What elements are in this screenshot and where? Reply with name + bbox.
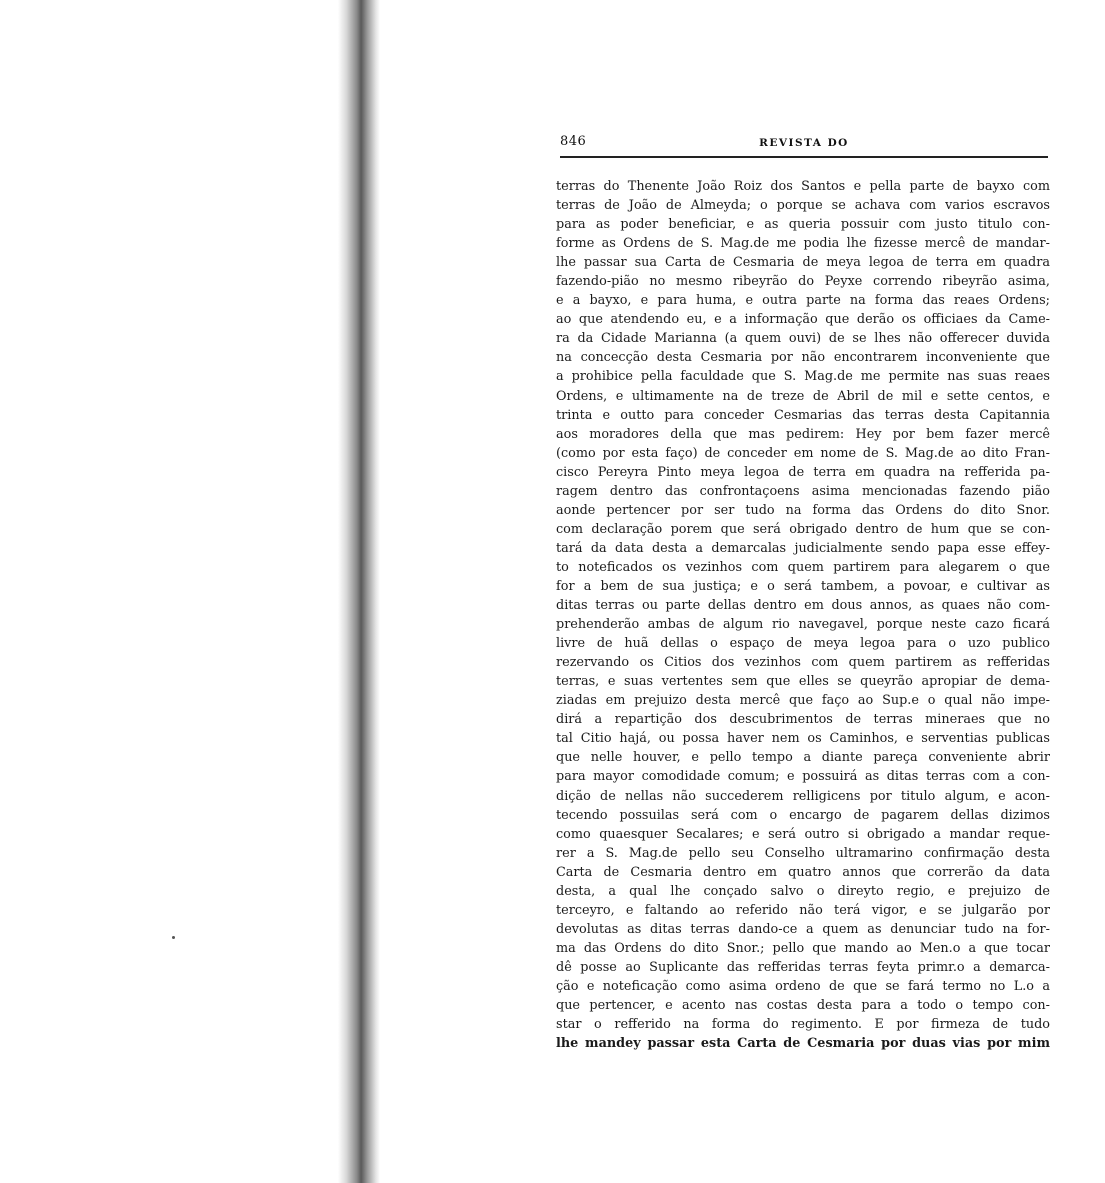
text-line: lhe mandey passar esta Carta de Cesmaria por duas vias por mim <box>556 1036 1050 1052</box>
text-line: (como por esta faço) de conceder em nome de S. Mag.de ao dito Fran- <box>556 445 1050 461</box>
book-gutter <box>338 0 380 1183</box>
page-header <box>560 130 1048 154</box>
text-line: livre de huã dellas o espaço de meya legoa para o uzo publico <box>556 636 1050 652</box>
text-line: ziadas em prejuizo desta mercê que faço ao Sup.e o qual não impe- <box>556 693 1050 709</box>
text-line: dirá a repartição dos descubrimentos de terras mineraes que no <box>556 712 1050 728</box>
text-line: para mayor comodidade comum; e possuirá as ditas terras com a con- <box>556 769 1050 785</box>
body-text <box>556 177 1050 1053</box>
text-line: na concecção desta Cesmaria por não encontrarem inconveniente que <box>556 350 1050 366</box>
text-line: aonde pertencer por ser tudo na forma das Ordens do dito Snor. <box>556 502 1050 518</box>
text-line: ra da Cidade Marianna (a quem ouvi) de se lhes não offerecer duvida <box>556 331 1050 347</box>
text-line: ragem dentro das confrontaçoens asima mencionadas fazendo pião <box>556 483 1050 499</box>
text-line: a prohibice pella faculdade que S. Mag.de me permite nas suas reaes <box>556 369 1050 385</box>
text-line: como quaesquer Secalares; e será outro si obrigado a mandar reque- <box>556 826 1050 842</box>
text-line: terras de João de Almeyda; o porque se achava com varios escravos <box>556 198 1050 214</box>
text-line: cisco Pereyra Pinto meya legoa de terra em quadra na refferida pa- <box>556 464 1050 480</box>
text-line: ditas terras ou parte dellas dentro em dous annos, as quaes não com- <box>556 598 1050 614</box>
text-line: devolutas as ditas terras dando-ce a quem as denunciar tudo na for- <box>556 921 1050 937</box>
text-line: to noteficados os vezinhos com quem partirem para alegarem o que <box>556 559 1050 575</box>
page-number: 846 <box>560 134 587 149</box>
text-line: fazendo-pião no mesmo ribeyrão do Peyxe correndo ribeyrão asima, <box>556 274 1050 290</box>
text-line: tecendo possuilas será com o encargo de pagarem dellas dizimos <box>556 807 1050 823</box>
text-line: Ordens, e ultimamente na de treze de Abril de mil e sette centos, e <box>556 388 1050 404</box>
text-line: e a bayxo, e para huma, e outra parte na forma das reaes Ordens; <box>556 293 1050 309</box>
text-line: tal Citio hajá, ou possa haver nem os Caminhos, e serventias publicas <box>556 731 1050 747</box>
text-line: prehenderão ambas de algum rio navegavel, porque neste cazo ficará <box>556 617 1050 633</box>
text-line: Carta de Cesmaria dentro em quatro annos que correrão da data <box>556 864 1050 880</box>
text-line: para as poder beneficiar, e as queria possuir com justo titulo con- <box>556 217 1050 233</box>
text-line: desta, a qual lhe conçado salvo o direyto regio, e prejuizo de <box>556 883 1050 899</box>
text-line: que pertencer, e acento nas costas desta para a todo o tempo con- <box>556 998 1050 1014</box>
text-line: terceyro, e faltando ao referido não terá vigor, e se julgarão por <box>556 902 1050 918</box>
left-blank-page <box>0 0 352 1183</box>
text-line: lhe passar sua Carta de Cesmaria de meya legoa de terra em quadra <box>556 255 1050 271</box>
text-line: forme as Ordens de S. Mag.de me podia lhe fizesse mercê de mandar- <box>556 236 1050 252</box>
text-line: rer a S. Mag.de pello seu Conselho ultramarino confirmação desta <box>556 845 1050 861</box>
text-line: dê posse ao Suplicante das refferidas terras feyta primr.o a demarca- <box>556 959 1050 975</box>
text-line: com declaração porem que será obrigado dentro de hum que se con- <box>556 521 1050 537</box>
running-head: REVISTA DO <box>759 137 849 149</box>
text-line: terras do Thenente João Roiz dos Santos e pella parte de bayxo com <box>556 179 1050 194</box>
paper-speck <box>172 936 175 939</box>
header-rule <box>560 156 1048 158</box>
text-line: for a bem de sua justiça; e o será tambem, a povoar, e cultivar as <box>556 578 1050 594</box>
text-line: aos moradores della que mas pedirem: Hey por bem fazer mercê <box>556 426 1050 442</box>
text-line: que nelle houver, e pello tempo a diante pareça conveniente abrir <box>556 750 1050 766</box>
text-line: rezervando os Citios dos vezinhos com quem partirem as refferidas <box>556 655 1050 671</box>
text-line: terras, e suas vertentes sem que elles se queyrão apropiar de dema- <box>556 674 1050 690</box>
text-line: ção e noteficação como asima ordeno de que se fará termo no L.o a <box>556 978 1050 994</box>
text-line: star o refferido na forma do regimento. E por firmeza de tudo <box>556 1017 1050 1033</box>
text-line: tará da data desta a demarcalas judicialmente sendo papa esse effey- <box>556 540 1050 556</box>
text-line: ao que atendendo eu, e a informação que derão os officiaes da Came- <box>556 312 1050 328</box>
text-line: ma das Ordens do dito Snor.; pello que mando ao Men.o a que tocar <box>556 940 1050 956</box>
text-line: trinta e outto para conceder Cesmarias das terras desta Capitannia <box>556 407 1050 423</box>
text-line: dição de nellas não succederem relligicens por titulo algum, e acon- <box>556 788 1050 804</box>
